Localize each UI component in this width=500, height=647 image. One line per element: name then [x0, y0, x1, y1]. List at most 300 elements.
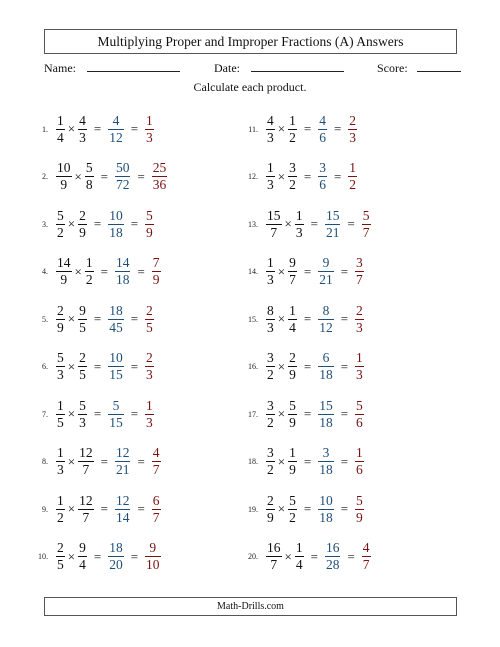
product-fraction-numerator: 18 — [109, 540, 123, 555]
first-fraction-denominator: 3 — [267, 272, 274, 287]
first-fraction — [56, 541, 65, 572]
simplified-fraction-denominator: 5 — [146, 319, 153, 335]
equals-sign: = — [130, 216, 139, 231]
second-fraction — [85, 161, 94, 192]
problem-row — [30, 350, 154, 384]
first-fraction-numerator: 1 — [57, 112, 64, 128]
product-fraction-numerator: 14 — [115, 255, 130, 270]
second-fraction-denominator: 7 — [289, 272, 296, 287]
second-fraction-denominator: 9 — [79, 224, 86, 240]
second-fraction-denominator: 8 — [85, 177, 93, 192]
problem-row — [240, 492, 364, 526]
simplified-fraction-numerator: 2 — [356, 302, 363, 318]
product-fraction-denominator: 14 — [115, 509, 130, 525]
second-fraction — [78, 209, 87, 240]
first-fraction-numerator: 3 — [267, 397, 274, 413]
second-fraction-numerator: 9 — [79, 540, 86, 555]
simplified-fraction — [362, 541, 371, 572]
first-fraction — [56, 256, 72, 287]
first-fraction — [266, 209, 282, 240]
equals-sign: = — [130, 311, 139, 326]
problem-number: 6. — [42, 362, 48, 371]
first-fraction-denominator: 5 — [57, 557, 64, 572]
product-fraction — [108, 114, 124, 145]
product-fraction-numerator: 10 — [319, 492, 333, 508]
equals-sign: = — [303, 406, 312, 421]
second-fraction — [288, 494, 297, 525]
second-fraction-numerator: 1 — [289, 445, 296, 460]
simplified-fraction — [145, 209, 154, 240]
date-label: Date: — [214, 61, 240, 75]
second-fraction-numerator: 9 — [79, 302, 86, 318]
product-fraction-denominator: 21 — [319, 272, 333, 287]
product-fraction — [318, 494, 334, 525]
product-fraction-numerator: 12 — [115, 445, 130, 460]
times-sign: × — [284, 548, 292, 564]
second-fraction-denominator: 2 — [289, 509, 296, 525]
product-fraction-numerator: 6 — [322, 350, 330, 365]
equals-sign: = — [93, 548, 102, 564]
simplified-fraction-numerator: 2 — [349, 112, 357, 128]
product-fraction — [115, 256, 131, 287]
second-fraction — [78, 446, 94, 477]
second-fraction — [288, 114, 297, 145]
second-fraction — [78, 351, 87, 382]
problem-row — [30, 255, 161, 289]
product-fraction-denominator: 15 — [109, 414, 123, 430]
problem-row — [30, 445, 161, 479]
first-fraction-denominator: 3 — [267, 129, 274, 145]
second-fraction-numerator: 12 — [79, 445, 93, 460]
footer-text: Math-Drills.com — [217, 601, 284, 612]
second-fraction-denominator: 9 — [289, 462, 296, 477]
name-field — [44, 61, 180, 76]
first-fraction-denominator: 2 — [267, 462, 274, 477]
problem-row — [240, 397, 364, 431]
simplified-fraction-numerator: 1 — [356, 445, 363, 460]
problem-number: 8. — [42, 457, 48, 466]
times-sign: × — [277, 501, 286, 516]
product-fraction-numerator: 12 — [115, 492, 130, 508]
problem-number: 11. — [248, 124, 258, 134]
first-fraction — [56, 114, 65, 145]
second-fraction-numerator: 9 — [289, 255, 296, 270]
first-fraction — [266, 304, 275, 335]
date-line — [251, 61, 344, 72]
equals-sign: = — [340, 358, 349, 374]
second-fraction-numerator: 1 — [295, 540, 303, 555]
first-fraction — [56, 399, 65, 430]
times-sign: × — [277, 168, 286, 184]
first-fraction-numerator: 16 — [267, 540, 281, 555]
equals-sign: = — [93, 406, 102, 421]
first-fraction — [56, 351, 65, 382]
product-fraction-numerator: 50 — [115, 160, 130, 175]
second-fraction-denominator: 7 — [82, 462, 90, 477]
name-label: Name: — [44, 61, 76, 75]
problem-row — [240, 445, 364, 479]
first-fraction — [266, 399, 275, 430]
product-fraction-denominator: 6 — [319, 129, 326, 145]
product-fraction — [318, 304, 334, 335]
simplified-fraction-denominator: 36 — [152, 177, 167, 192]
first-fraction — [56, 209, 65, 240]
first-fraction — [266, 446, 275, 477]
problem-row — [30, 492, 161, 526]
problem-number: 2. — [42, 172, 48, 181]
second-fraction-numerator: 1 — [85, 255, 93, 270]
problem-number: 1. — [42, 124, 48, 134]
equals-sign: = — [347, 548, 355, 564]
simplified-fraction-numerator: 4 — [152, 445, 160, 460]
product-fraction — [108, 351, 124, 382]
problem-number: 17. — [248, 409, 258, 419]
simplified-fraction-denominator: 7 — [362, 557, 370, 572]
problem-number: 10. — [38, 552, 48, 561]
equals-sign: = — [130, 406, 139, 421]
first-fraction-numerator: 14 — [57, 255, 71, 270]
simplified-fraction-numerator: 5 — [362, 207, 370, 223]
product-fraction — [108, 304, 124, 335]
equals-sign: = — [137, 453, 145, 469]
first-fraction-numerator: 1 — [57, 445, 64, 460]
first-fraction-numerator: 4 — [267, 112, 274, 128]
first-fraction-numerator: 8 — [267, 302, 274, 318]
simplified-fraction-denominator: 6 — [356, 414, 363, 430]
second-fraction — [78, 304, 87, 335]
score-field — [377, 61, 461, 76]
first-fraction — [266, 161, 275, 192]
simplified-fraction-numerator: 5 — [146, 207, 153, 223]
simplified-fraction-denominator: 2 — [349, 177, 357, 192]
name-line — [87, 61, 180, 72]
problem-number: 20. — [248, 552, 258, 561]
problem-row — [30, 160, 167, 194]
simplified-fraction-numerator: 5 — [356, 397, 363, 413]
second-fraction-denominator: 4 — [295, 557, 303, 572]
first-fraction-numerator: 5 — [57, 207, 64, 223]
problem-number: 14. — [248, 267, 258, 276]
equals-sign: = — [310, 548, 318, 564]
equals-sign: = — [347, 216, 355, 231]
second-fraction-numerator: 5 — [289, 397, 296, 413]
first-fraction — [56, 161, 72, 192]
second-fraction-numerator: 1 — [295, 207, 303, 223]
second-fraction-numerator: 1 — [289, 112, 296, 128]
second-fraction-denominator: 5 — [79, 367, 86, 382]
times-sign: × — [277, 453, 286, 469]
product-fraction-numerator: 10 — [109, 350, 123, 365]
equals-sign: = — [93, 121, 102, 136]
first-fraction — [56, 494, 65, 525]
problem-number: 19. — [248, 504, 258, 514]
equals-sign: = — [137, 501, 145, 516]
second-fraction — [78, 399, 87, 430]
product-fraction-denominator: 18 — [319, 509, 333, 525]
first-fraction-numerator: 1 — [267, 255, 274, 270]
simplified-fraction — [355, 494, 364, 525]
first-fraction-numerator: 15 — [267, 207, 281, 223]
simplified-fraction-denominator: 6 — [356, 462, 363, 477]
equals-sign: = — [333, 121, 342, 136]
simplified-fraction-numerator: 7 — [152, 255, 160, 270]
product-fraction-denominator: 28 — [325, 557, 340, 572]
second-fraction-denominator: 2 — [85, 272, 93, 287]
second-fraction — [85, 256, 94, 287]
first-fraction-denominator: 9 — [57, 319, 64, 335]
simplified-fraction-denominator: 9 — [146, 224, 153, 240]
product-fraction-numerator: 3 — [322, 445, 330, 460]
simplified-fraction-denominator: 7 — [152, 509, 160, 525]
first-fraction-denominator: 3 — [267, 177, 274, 192]
title-text: Multiplying Proper and Improper Fractions (A) Answers — [97, 33, 404, 49]
first-fraction-denominator: 3 — [57, 462, 64, 477]
equals-sign: = — [303, 501, 312, 516]
product-fraction-denominator: 18 — [319, 414, 333, 430]
second-fraction — [288, 446, 297, 477]
problem-row — [30, 540, 161, 574]
equals-sign: = — [100, 263, 108, 279]
product-fraction-numerator: 16 — [325, 540, 340, 555]
problem-row — [240, 540, 371, 574]
product-fraction-numerator: 10 — [109, 207, 123, 223]
second-fraction-denominator: 9 — [289, 367, 296, 382]
first-fraction-denominator: 3 — [57, 367, 64, 382]
problem-row — [240, 302, 364, 336]
simplified-fraction-numerator: 2 — [146, 302, 153, 318]
first-fraction — [56, 304, 65, 335]
second-fraction-denominator: 9 — [289, 414, 296, 430]
simplified-fraction — [145, 351, 154, 382]
product-fraction-denominator: 18 — [115, 272, 130, 287]
second-fraction-denominator: 7 — [82, 509, 90, 525]
simplified-fraction-numerator: 3 — [356, 255, 363, 270]
simplified-fraction — [348, 161, 357, 192]
second-fraction — [288, 256, 297, 287]
problem-row — [240, 160, 357, 194]
first-fraction-denominator: 9 — [267, 509, 274, 525]
second-fraction-numerator: 2 — [79, 350, 86, 365]
second-fraction-denominator: 2 — [289, 129, 296, 145]
simplified-fraction — [355, 304, 364, 335]
simplified-fraction-numerator: 6 — [152, 492, 160, 508]
product-fraction-numerator: 5 — [112, 397, 120, 413]
problem-number: 15. — [248, 314, 258, 324]
problem-row — [240, 350, 364, 384]
simplified-fraction-denominator: 10 — [146, 557, 160, 572]
product-fraction-numerator: 8 — [322, 302, 330, 318]
equals-sign: = — [137, 263, 145, 279]
simplified-fraction — [348, 114, 357, 145]
equals-sign: = — [303, 358, 312, 374]
second-fraction-denominator: 4 — [289, 319, 296, 335]
product-fraction — [108, 399, 124, 430]
simplified-fraction-denominator: 7 — [356, 272, 363, 287]
second-fraction-numerator: 5 — [79, 397, 86, 413]
simplified-fraction — [355, 399, 364, 430]
product-fraction-denominator: 15 — [109, 367, 123, 382]
second-fraction-denominator: 2 — [289, 177, 296, 192]
second-fraction-denominator: 3 — [79, 129, 86, 145]
simplified-fraction-numerator: 25 — [152, 160, 167, 175]
problem-row — [30, 207, 154, 241]
equals-sign: = — [130, 121, 139, 136]
first-fraction-denominator: 3 — [267, 319, 274, 335]
first-fraction-numerator: 1 — [57, 492, 64, 508]
simplified-fraction-numerator: 2 — [146, 350, 153, 365]
problem-number: 9. — [42, 504, 48, 514]
product-fraction — [115, 494, 131, 525]
product-fraction — [318, 351, 334, 382]
times-sign: × — [67, 121, 76, 136]
simplified-fraction — [145, 541, 161, 572]
problem-row — [30, 112, 154, 146]
product-fraction-denominator: 12 — [319, 319, 333, 335]
times-sign: × — [277, 311, 286, 326]
footer — [44, 597, 457, 616]
simplified-fraction-denominator: 7 — [152, 462, 160, 477]
equals-sign: = — [137, 168, 145, 184]
first-fraction-denominator: 9 — [60, 177, 68, 192]
equals-sign: = — [100, 501, 108, 516]
simplified-fraction-numerator: 9 — [149, 540, 157, 555]
simplified-fraction — [355, 256, 364, 287]
problem-number: 3. — [42, 219, 48, 229]
simplified-fraction-numerator: 4 — [362, 540, 370, 555]
second-fraction-numerator: 5 — [85, 160, 93, 175]
second-fraction — [288, 161, 297, 192]
times-sign: × — [277, 121, 286, 136]
simplified-fraction-denominator: 3 — [356, 319, 363, 335]
problem-number: 16. — [248, 362, 258, 371]
score-line — [417, 61, 461, 72]
first-fraction-denominator: 4 — [57, 129, 64, 145]
problem-row — [240, 255, 364, 289]
second-fraction-denominator: 3 — [295, 224, 303, 240]
problem-number: 18. — [248, 457, 258, 466]
product-fraction-numerator: 4 — [112, 112, 120, 128]
second-fraction — [78, 114, 87, 145]
times-sign: × — [277, 263, 286, 279]
first-fraction-numerator: 2 — [57, 540, 64, 555]
product-fraction — [325, 209, 341, 240]
problem-number: 12. — [248, 172, 258, 181]
times-sign: × — [67, 358, 76, 374]
times-sign: × — [67, 216, 76, 231]
equals-sign: = — [303, 263, 312, 279]
product-fraction-numerator: 4 — [319, 112, 326, 128]
simplified-fraction-numerator: 1 — [356, 350, 363, 365]
first-fraction-denominator: 7 — [270, 557, 278, 572]
first-fraction-denominator: 7 — [270, 224, 278, 240]
problem-number: 7. — [42, 409, 48, 419]
simplified-fraction — [145, 114, 154, 145]
simplified-fraction — [362, 209, 371, 240]
equals-sign: = — [340, 311, 349, 326]
first-fraction-denominator: 9 — [60, 272, 68, 287]
simplified-fraction — [145, 399, 154, 430]
equals-sign: = — [93, 358, 102, 374]
product-fraction — [325, 541, 341, 572]
times-sign: × — [74, 263, 82, 279]
simplified-fraction-denominator: 3 — [146, 414, 153, 430]
score-label: Score: — [377, 61, 408, 75]
simplified-fraction — [152, 161, 168, 192]
second-fraction-denominator: 5 — [79, 319, 86, 335]
equals-sign: = — [340, 263, 349, 279]
worksheet-title — [44, 29, 457, 54]
product-fraction-denominator: 18 — [319, 367, 333, 382]
second-fraction — [288, 304, 297, 335]
times-sign: × — [67, 311, 76, 326]
simplified-fraction-denominator: 3 — [146, 367, 153, 382]
problem-number: 4. — [42, 267, 48, 276]
equals-sign: = — [100, 168, 108, 184]
problem-row — [30, 302, 154, 336]
product-fraction-numerator: 9 — [322, 255, 330, 270]
equals-sign: = — [340, 406, 349, 421]
equals-sign: = — [100, 453, 108, 469]
first-fraction — [266, 494, 275, 525]
simplified-fraction — [355, 446, 364, 477]
first-fraction-numerator: 2 — [267, 492, 274, 508]
problem-row — [240, 112, 357, 146]
product-fraction-denominator: 45 — [109, 319, 123, 335]
simplified-fraction — [152, 494, 161, 525]
product-fraction-denominator: 12 — [109, 129, 123, 145]
second-fraction-numerator: 4 — [79, 112, 86, 128]
second-fraction — [295, 209, 304, 240]
product-fraction-denominator: 6 — [319, 177, 326, 192]
second-fraction-numerator: 2 — [289, 350, 296, 365]
simplified-fraction-denominator: 3 — [146, 129, 153, 145]
equals-sign: = — [310, 216, 318, 231]
first-fraction-numerator: 1 — [57, 397, 64, 413]
equals-sign: = — [130, 548, 139, 564]
simplified-fraction-numerator: 1 — [349, 160, 357, 175]
equals-sign: = — [93, 311, 102, 326]
product-fraction-numerator: 3 — [319, 160, 326, 175]
product-fraction — [318, 114, 327, 145]
problem-row — [30, 397, 154, 431]
simplified-fraction-denominator: 9 — [152, 272, 160, 287]
first-fraction-denominator: 2 — [57, 224, 64, 240]
simplified-fraction-numerator: 1 — [146, 112, 153, 128]
product-fraction-numerator: 15 — [325, 207, 340, 223]
product-fraction-denominator: 18 — [319, 462, 333, 477]
times-sign: × — [277, 358, 286, 374]
first-fraction-denominator: 5 — [57, 414, 64, 430]
product-fraction-numerator: 18 — [109, 302, 123, 318]
second-fraction-denominator: 4 — [79, 557, 86, 572]
instructions: Calculate each product. — [193, 80, 307, 94]
first-fraction — [266, 541, 282, 572]
simplified-fraction-denominator: 7 — [362, 224, 370, 240]
equals-sign: = — [303, 121, 312, 136]
second-fraction — [295, 541, 304, 572]
product-fraction — [318, 446, 334, 477]
problem-row — [240, 207, 371, 241]
simplified-fraction — [152, 446, 161, 477]
simplified-fraction-denominator: 3 — [356, 367, 363, 382]
equals-sign: = — [340, 501, 349, 516]
simplified-fraction-numerator: 5 — [356, 492, 363, 508]
product-fraction — [318, 399, 334, 430]
product-fraction — [318, 256, 334, 287]
product-fraction-denominator: 72 — [115, 177, 130, 192]
first-fraction — [56, 446, 65, 477]
times-sign: × — [74, 168, 82, 184]
